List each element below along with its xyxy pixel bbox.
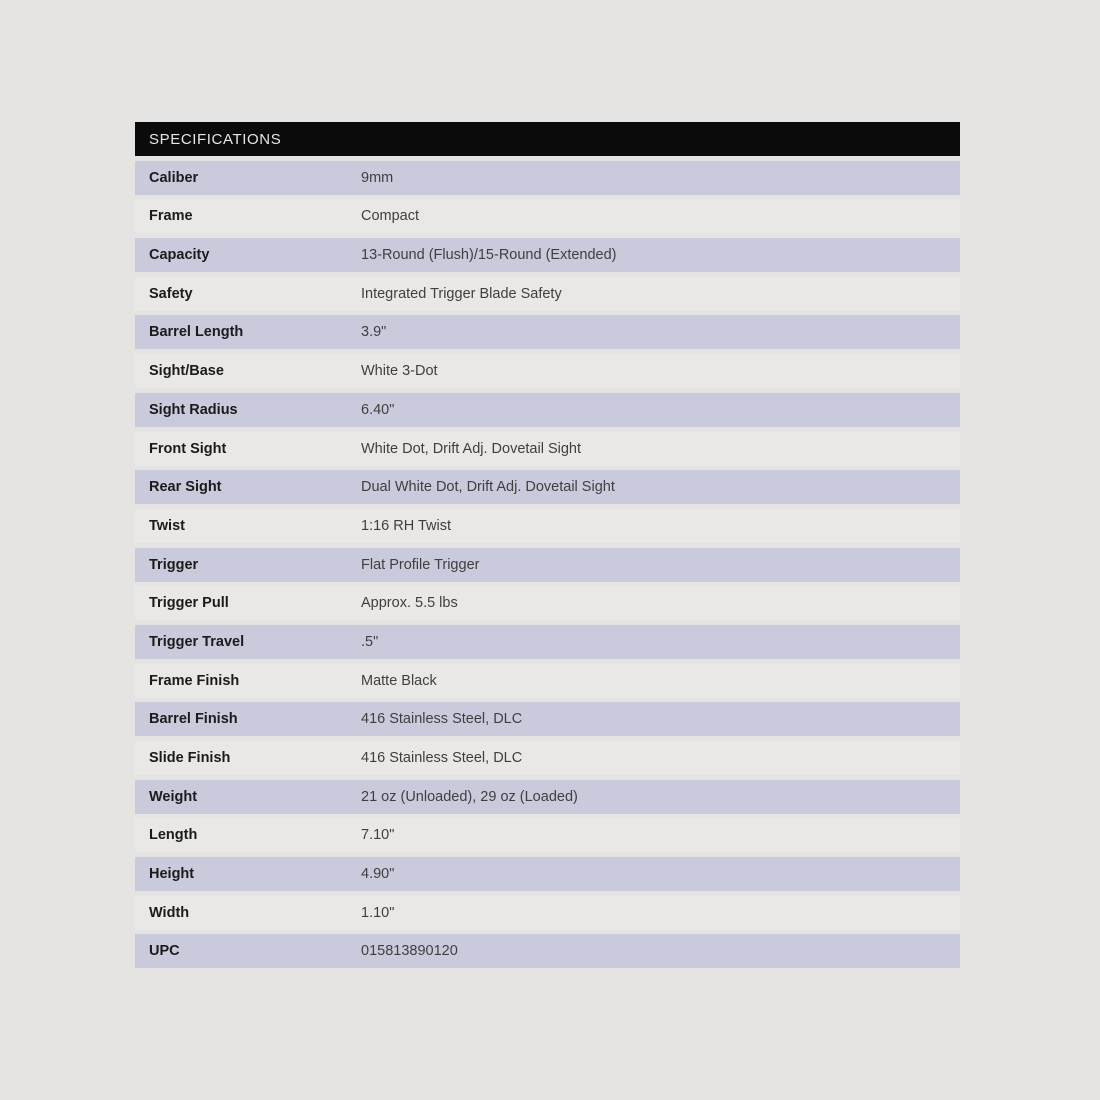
table-row (135, 277, 960, 311)
specifications-rows (135, 161, 960, 969)
specifications-header: SPECIFICATIONS (135, 122, 960, 156)
row-value: 9mm (361, 169, 394, 186)
row-value: 1:16 RH Twist (361, 517, 451, 534)
table-row (135, 238, 960, 272)
table-row (135, 934, 960, 968)
row-value: 21 oz (Unloaded), 29 oz (Loaded) (361, 788, 578, 805)
table-row (135, 896, 960, 930)
row-value: 3.9" (361, 324, 387, 341)
row-label: Capacity (149, 247, 210, 264)
table-row (135, 625, 960, 659)
row-label: Width (149, 904, 190, 921)
row-label: Trigger Pull (149, 595, 229, 612)
row-label: Weight (149, 788, 198, 805)
row-label: Sight Radius (149, 401, 238, 418)
row-value: 13-Round (Flush)/15-Round (Extended) (361, 247, 617, 264)
row-value: 1.10" (361, 904, 395, 921)
row-value: Compact (361, 208, 420, 225)
row-label: Rear Sight (149, 479, 222, 496)
table-row (135, 432, 960, 466)
row-value: Approx. 5.5 lbs (361, 595, 458, 612)
row-label: Safety (149, 285, 193, 302)
row-value: Dual White Dot, Drift Adj. Dovetail Sight (361, 479, 615, 496)
row-label: Front Sight (149, 440, 227, 457)
row-value: 4.90" (361, 866, 395, 883)
table-row (135, 702, 960, 736)
row-value: Integrated Trigger Blade Safety (361, 285, 562, 302)
row-value: 416 Stainless Steel, DLC (361, 750, 523, 766)
row-label: UPC (149, 943, 180, 960)
table-row (135, 664, 960, 698)
row-label: Length (149, 827, 198, 844)
row-label: Height (149, 866, 195, 883)
table-row (135, 199, 960, 233)
specifications-table (135, 122, 960, 968)
row-label: Frame Finish (149, 672, 240, 689)
table-row (135, 354, 960, 388)
table-row (135, 548, 960, 582)
row-label: Frame (149, 208, 193, 225)
table-row (135, 780, 960, 814)
row-label: Trigger (149, 556, 199, 573)
row-value: Flat Profile Trigger (361, 556, 480, 573)
row-label: Sight/Base (149, 363, 224, 380)
row-label: Slide Finish (149, 750, 231, 766)
table-row (135, 161, 960, 195)
row-value: Matte Black (361, 672, 437, 689)
row-label: Trigger Travel (149, 633, 245, 650)
table-row (135, 470, 960, 504)
table-row (135, 857, 960, 891)
row-value: White 3-Dot (361, 363, 438, 380)
table-row (135, 393, 960, 427)
row-value: 7.10" (361, 827, 395, 844)
row-value: 6.40" (361, 401, 395, 418)
table-row (135, 741, 960, 775)
table-row (135, 315, 960, 349)
table-row (135, 509, 960, 543)
row-label: Barrel Finish (149, 711, 238, 728)
row-label: Twist (149, 517, 185, 534)
row-value: .5" (361, 633, 379, 650)
table-row (135, 818, 960, 852)
row-value: White Dot, Drift Adj. Dovetail Sight (361, 440, 581, 457)
row-label: Caliber (149, 169, 199, 186)
row-value: 015813890120 (361, 943, 458, 960)
row-value: 416 Stainless Steel, DLC (361, 711, 523, 728)
table-row (135, 586, 960, 620)
row-label: Barrel Length (149, 324, 244, 341)
